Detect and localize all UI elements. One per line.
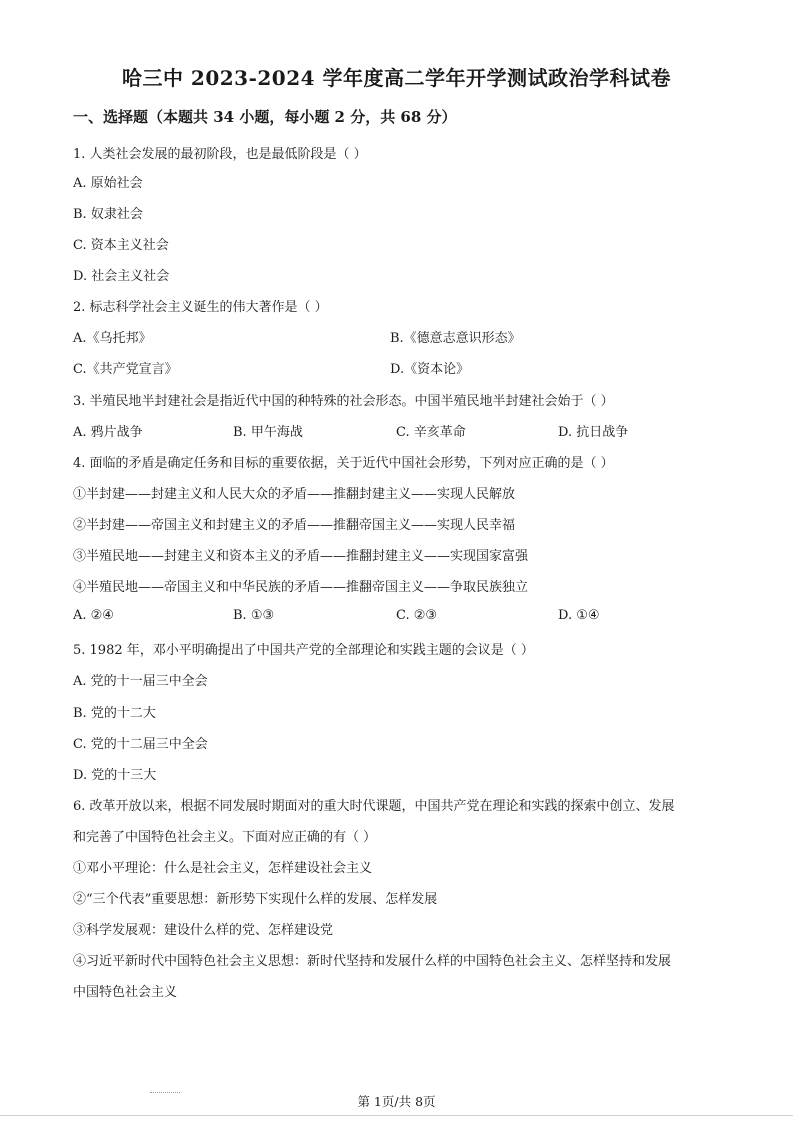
q4-option-d: D. ①④ xyxy=(558,608,600,623)
question-1-stem: 1. 人类社会发展的最初阶段，也是最低阶段是（ ） xyxy=(73,147,367,162)
question-3-stem: 3. 半殖民地半封建社会是指近代中国的种特殊的社会形态。中国半殖民地半封建社会始于（ ） xyxy=(73,394,614,409)
q1-option-b: B. 奴隶社会 xyxy=(73,207,143,222)
q5-option-d: D. 党的十三大 xyxy=(73,768,157,783)
q2-option-b: B.《德意志意识形态》 xyxy=(390,331,521,346)
q3-option-a: A. 鸦片战争 xyxy=(73,425,143,440)
q4-item-3: ③半殖民地——封建主义和资本主义的矛盾——推翻封建主义——实现国家富强 xyxy=(73,549,529,564)
q6-item-3: ③科学发展观：建设什么样的党、怎样建设党 xyxy=(73,923,334,938)
q4-option-b: B. ①③ xyxy=(233,608,275,623)
q6-item-1: ①邓小平理论：什么是社会主义，怎样建设社会主义 xyxy=(73,861,373,876)
page-number: 第 1页/共 8页 xyxy=(357,1094,436,1109)
q1-option-d: D. 社会主义社会 xyxy=(73,269,170,284)
q2-option-d: D.《资本论》 xyxy=(390,362,470,377)
q6-item-4-continued: 中国特色社会主义 xyxy=(73,985,178,1000)
q1-option-a: A. 原始社会 xyxy=(73,176,143,191)
q3-option-d: D. 抗日战争 xyxy=(558,425,629,440)
q2-option-c: C.《共产党宣言》 xyxy=(73,362,178,377)
question-5-stem: 5. 1982 年，邓小平明确提出了中国共产党的全部理论和实践主题的会议是（ ） xyxy=(73,643,534,658)
question-2-stem: 2. 标志科学社会主义诞生的伟大著作是（ ） xyxy=(73,300,328,315)
exam-title: 哈三中 2023-2024 学年度高二学年开学测试政治学科试卷 xyxy=(121,66,672,90)
q3-option-c: C. 辛亥革命 xyxy=(396,425,466,440)
q4-item-4: ④半殖民地——帝国主义和中华民族的矛盾——推翻帝国主义——争取民族独立 xyxy=(73,580,529,595)
question-4-stem: 4. 面临的矛盾是确定任务和目标的重要依据，关于近代中国社会形势，下列对应正确的是（ ） xyxy=(73,456,614,471)
question-6-stem-line-2: 和完善了中国特色社会主义。下面对应正确的有（ ） xyxy=(73,830,377,845)
section-heading: 一、选择题（本题共 34 小题，每小题 2 分，共 68 分） xyxy=(73,108,457,126)
bottom-divider xyxy=(0,1115,793,1116)
q5-option-b: B. 党的十二大 xyxy=(73,706,156,721)
q3-option-b: B. 甲午海战 xyxy=(233,425,303,440)
q4-item-1: ①半封建——封建主义和人民大众的矛盾——推翻封建主义——实现人民解放 xyxy=(73,487,516,502)
question-6-stem-line-1: 6. 改革开放以来，根据不同发展时期面对的重大时代课题，中国共产党在理论和实践的探索中创立、发展 xyxy=(73,799,675,814)
q1-option-c: C. 资本主义社会 xyxy=(73,238,169,253)
q4-item-2: ②半封建——帝国主义和封建主义的矛盾——推翻帝国主义——实现人民幸福 xyxy=(73,518,516,533)
q5-option-c: C. 党的十二届三中全会 xyxy=(73,737,208,752)
q4-option-c: C. ②③ xyxy=(396,608,438,623)
q6-item-4: ④习近平新时代中国特色社会主义思想：新时代坚持和发展什么样的中国特色社会主义、怎样坚持和发展 xyxy=(73,954,672,969)
q6-item-2: ②“三个代表”重要思想：新形势下实现什么样的发展、怎样发展 xyxy=(73,892,438,907)
q2-option-a: A.《乌托邦》 xyxy=(73,331,152,346)
q4-option-a: A. ②④ xyxy=(73,608,114,623)
q5-option-a: A. 党的十一届三中全会 xyxy=(73,674,208,689)
